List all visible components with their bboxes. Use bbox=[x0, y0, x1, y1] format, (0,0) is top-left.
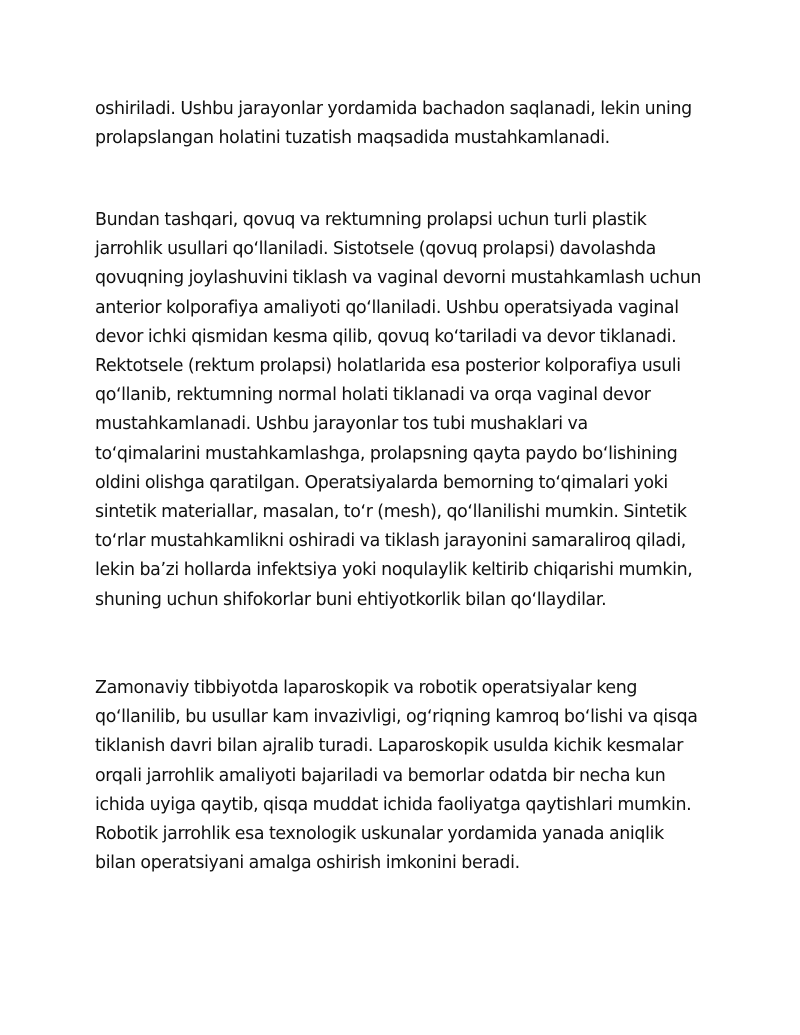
text-line: Rektotsele (rektum prolapsi) holatlarida esa posterior kolporafiya usuli bbox=[95, 356, 681, 377]
text-line: qoʻllanilib, bu usullar kam invazivligi, ogʻriqning kamroq boʻlishi va qisqa bbox=[95, 707, 698, 728]
text-line: toʻqimalarini mustahkamlashga, prolapsning qayta paydo boʻlishining bbox=[95, 443, 678, 464]
text-line: anterior kolporafiya amaliyoti qoʻllaniladi. Ushbu operatsiyada vaginal bbox=[95, 297, 679, 318]
paragraph-1 bbox=[95, 95, 715, 153]
text-line: devor ichki qismidan kesma qilib, qovuq koʻtariladi va devor tiklanadi. bbox=[95, 326, 677, 347]
text-line: oshiriladi. Ushbu jarayonlar yordamida bachadon saqlanadi, lekin uning bbox=[95, 99, 692, 119]
text-line: toʻrlar mustahkamlikni oshiradi va tiklash jarayonini samaraliroq qiladi, bbox=[95, 531, 686, 552]
text-line: lekin baʼzi hollarda infektsiya yoki noqulaylik keltirib chiqarishi mumkin, bbox=[95, 560, 693, 581]
text-line: shuning uchun shifokorlar buni ehtiyotkorlik bilan qoʻllaydilar. bbox=[95, 589, 607, 610]
text-line: Bundan tashqari, qovuq va rektumning prolapsi uchun turli plastik bbox=[95, 210, 647, 230]
text-line: tiklanish davri bilan ajralib turadi. Laparoskopik usulda kichik kesmalar bbox=[95, 736, 684, 757]
paragraph-3 bbox=[95, 674, 715, 878]
text-line: Robotik jarrohlik esa texnologik uskunalar yordamida yanada aniqlik bbox=[95, 824, 664, 845]
text-line: jarrohlik usullari qoʻllaniladi. Sistotsele (qovuq prolapsi) davolashda bbox=[95, 239, 656, 260]
text-line: qovuqning joylashuvini tiklash va vaginal devorni mustahkamlash uchun bbox=[95, 268, 702, 289]
text-line: prolapslangan holatini tuzatish maqsadida mustahkamlanadi. bbox=[95, 128, 610, 149]
text-line: oldini olishga qaratilgan. Operatsiyalarda bemorning toʻqimalari yoki bbox=[95, 472, 668, 493]
text-line: qoʻllanib, rektumning normal holati tiklanadi va orqa vaginal devor bbox=[95, 385, 651, 406]
text-line: bilan operatsiyani amalga oshirish imkonini beradi. bbox=[95, 853, 520, 874]
text-line: ichida uyiga qaytib, qisqa muddat ichida faoliyatga qaytishlari mumkin. bbox=[95, 794, 692, 815]
paragraph-2 bbox=[95, 206, 715, 615]
text-line: mustahkamlanadi. Ushbu jarayonlar tos tubi mushaklari va bbox=[95, 414, 588, 435]
text-line: sintetik materiallar, masalan, toʻr (mesh), qoʻllanilishi mumkin. Sintetik bbox=[95, 502, 687, 523]
text-line: orqali jarrohlik amaliyoti bajariladi va bemorlar odatda bir necha kun bbox=[95, 765, 666, 786]
text-line: Zamonaviy tibbiyotda laparoskopik va robotik operatsiyalar keng bbox=[95, 678, 638, 698]
